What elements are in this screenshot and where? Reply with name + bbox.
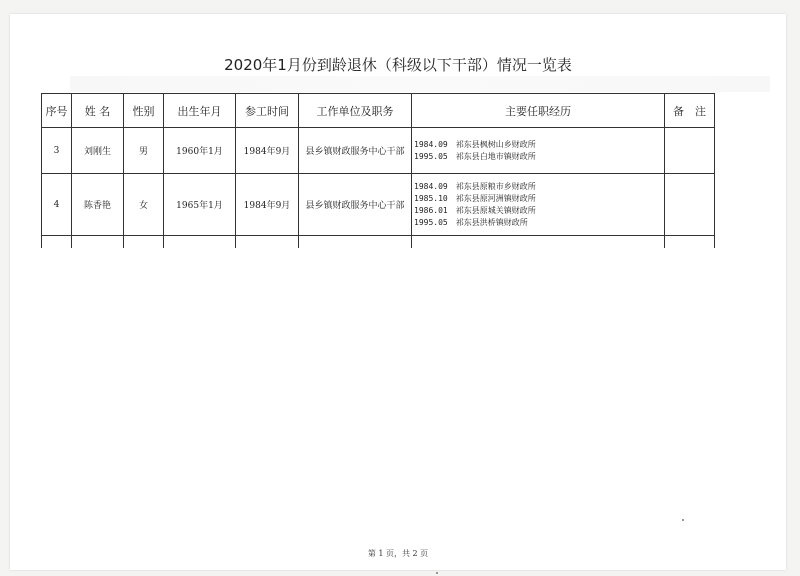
header-name: 姓 名 bbox=[72, 94, 124, 128]
redacted-area bbox=[40, 248, 779, 538]
header-gender: 性别 bbox=[124, 94, 164, 128]
header-birth: 出生年月 bbox=[164, 94, 236, 128]
cell-no: 4 bbox=[42, 174, 72, 236]
cell-name: 陈香艳 bbox=[72, 174, 124, 236]
redacted-band bbox=[70, 76, 770, 92]
cell-birth: 1965年1月 bbox=[164, 174, 236, 236]
cell-work-start: 1984年9月 bbox=[236, 174, 299, 236]
header-unit: 工作单位及职务 bbox=[299, 94, 412, 128]
cell-remark bbox=[665, 128, 715, 174]
history-line: 1995.05 祁东县白地市镇财政所 bbox=[414, 151, 536, 161]
cell-no: 3 bbox=[42, 128, 72, 174]
cell-birth: 1960年1月 bbox=[164, 128, 236, 174]
table-row bbox=[42, 128, 715, 174]
document-page bbox=[10, 14, 786, 570]
cell-unit: 县乡镇财政服务中心干部 bbox=[299, 128, 412, 174]
header-remark: 备 注 bbox=[665, 94, 715, 128]
cell-unit: 县乡镇财政服务中心干部 bbox=[299, 174, 412, 236]
document-title: 2020年1月份到龄退休（科级以下干部）情况一览表 bbox=[224, 56, 572, 74]
scan-speck bbox=[682, 519, 684, 521]
cell-gender: 女 bbox=[124, 174, 164, 236]
history-line: 1986.01 祁东县原城关镇财政所 bbox=[414, 205, 536, 215]
cell-name: 刘刚生 bbox=[72, 128, 124, 174]
header-work-start: 参工时间 bbox=[236, 94, 299, 128]
cell-remark bbox=[665, 174, 715, 236]
table-row bbox=[42, 174, 715, 236]
cell-gender: 男 bbox=[124, 128, 164, 174]
table-header-row bbox=[42, 94, 715, 128]
header-no: 序号 bbox=[42, 94, 72, 128]
cell-work-start: 1984年9月 bbox=[236, 128, 299, 174]
cell-history bbox=[412, 174, 665, 236]
scan-speck bbox=[436, 572, 438, 574]
history-line: 1984.09 祁东县枫树山乡财政所 bbox=[414, 139, 536, 149]
page-footer: 第 1 页，共 2 页 bbox=[367, 549, 429, 558]
history-line: 1984.09 祁东县原粮市乡财政所 bbox=[414, 181, 536, 191]
history-line: 1985.10 祁东县原河洲镇财政所 bbox=[414, 193, 536, 203]
history-line: 1995.05 祁东县洪桥镇财政所 bbox=[414, 217, 528, 227]
cell-history bbox=[412, 128, 665, 174]
header-history: 主要任职经历 bbox=[412, 94, 665, 128]
